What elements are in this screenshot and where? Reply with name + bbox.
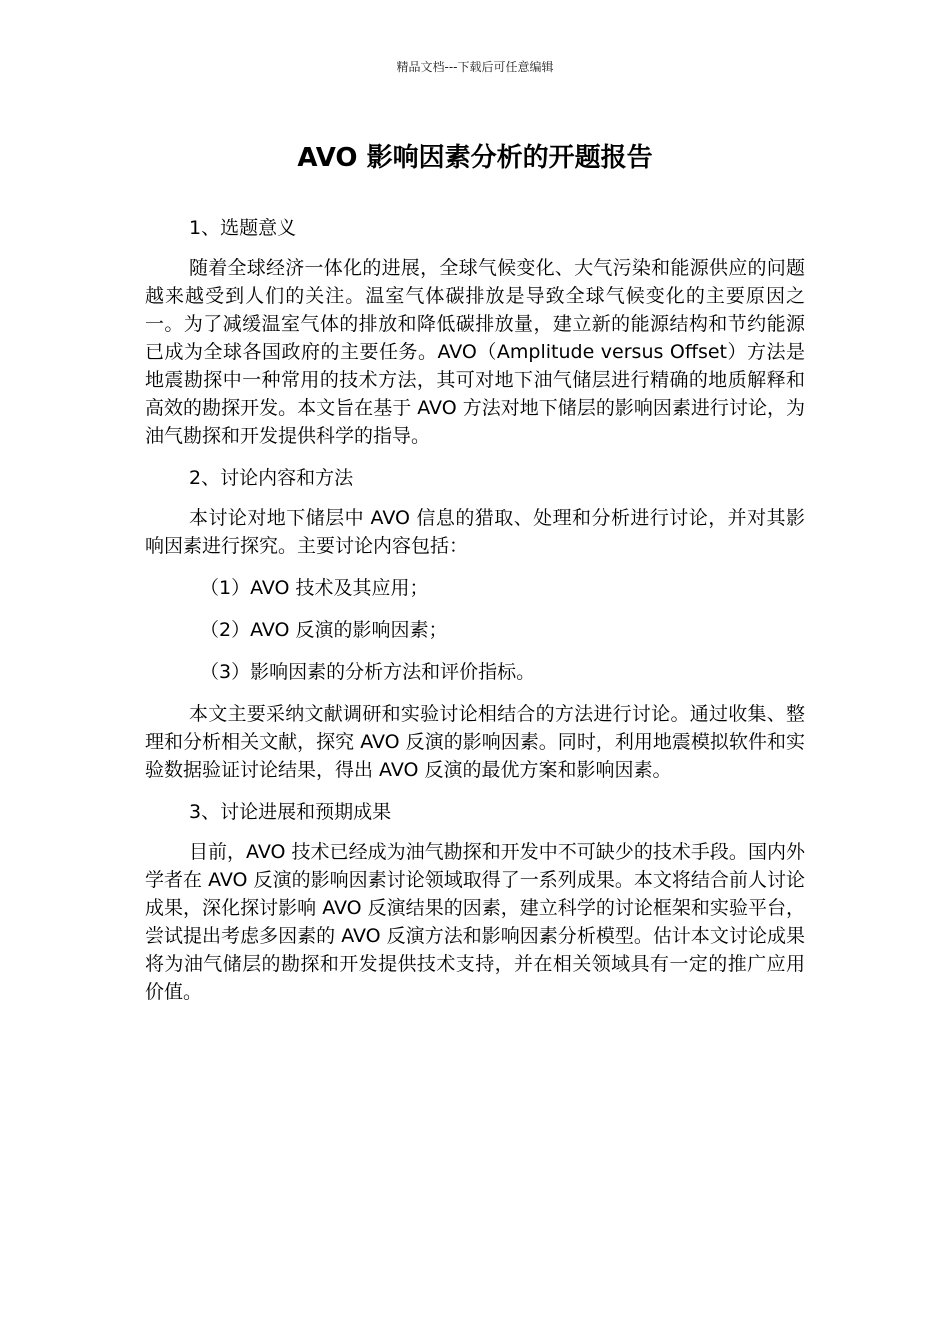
section-3-paragraph: 目前，AVO 技术已经成为油气勘探和开发中不可缺少的技术手段。国内外学者在 AVO 反演的影响因素讨论领域取得了一系列成果。本文将结合前人讨论成果，深化探讨影响 AVO 反演结果的因素，建立科学的讨论框架和实验平台，尝试提出考虑多因素的 AVO 反演方法和影响因素分析模型。估计本文讨论成果将为油气储层的勘探和开发提供技术支持，并在相关领域具有一定的推广应用价值。 (145, 841, 805, 1003)
section-heading-2: 2、讨论内容和方法 (189, 467, 354, 489)
list-item: （3）影响因素的分析方法和评价指标。 (200, 661, 536, 683)
section-heading-3: 3、讨论进展和预期成果 (189, 801, 392, 823)
list-item: （1）AVO 技术及其应用； (200, 577, 429, 599)
section-2-method: 本文主要采纳文献调研和实验讨论相结合的方法进行讨论。通过收集、整理和分析相关文献，探究 AVO 反演的影响因素。同时，利用地震模拟软件和实验数据验证讨论结果，得出 AVO 反演的最优方案和影响因素。 (145, 703, 805, 781)
section-heading-1: 1、选题意义 (189, 217, 297, 239)
document-body (145, 214, 805, 1020)
header-note: 精品文档---下载后可任意编辑 (396, 60, 554, 74)
section-1-paragraph: 随着全球经济一体化的进展，全球气候变化、大气污染和能源供应的问题越来越受到人们的关注。温室气体碳排放是导致全球气候变化的主要原因之一。为了减缓温室气体的排放和降低碳排放量，建立新的能源结构和节约能源已成为全球各国政府的主要任务。AVO（Amplitude versus Offset）方法是地震勘探中一种常用的技术方法，其可对地下油气储层进行精确的地质解释和高效的勘探开发。本文旨在基于 AVO 方法对地下储层的影响因素进行讨论，为油气勘探和开发提供科学的指导。 (145, 257, 805, 447)
list-item: （2）AVO 反演的影响因素； (200, 619, 448, 641)
section-2-intro: 本讨论对地下储层中 AVO 信息的猎取、处理和分析进行讨论，并对其影响因素进行探究。主要讨论内容包括： (145, 507, 805, 557)
document-title: AVO 影响因素分析的开题报告 (297, 143, 653, 173)
